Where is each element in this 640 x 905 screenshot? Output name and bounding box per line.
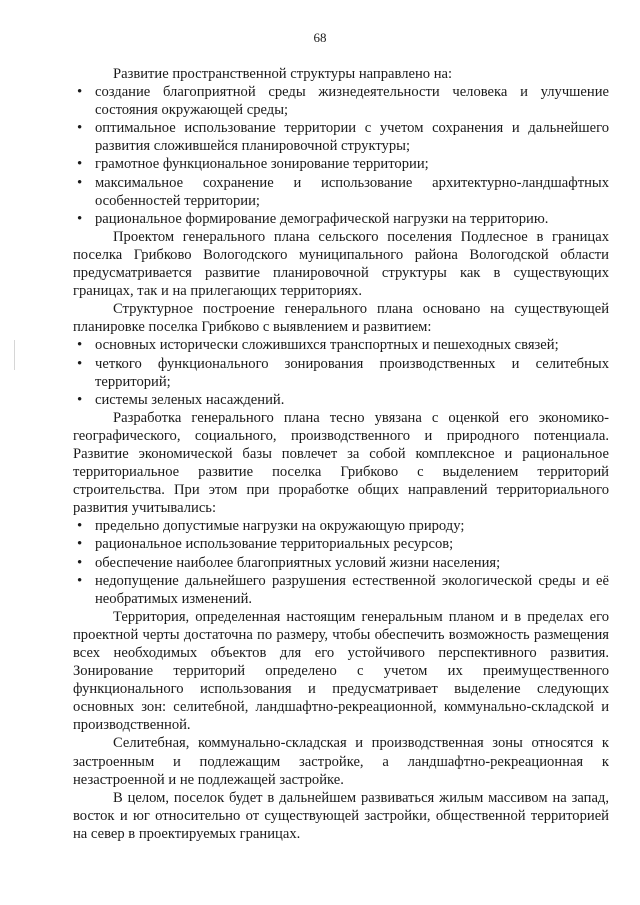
list-considerations bbox=[73, 517, 609, 607]
list-item: • рациональное использование территориальных ресурсов; bbox=[73, 535, 609, 553]
list-development-elements bbox=[73, 336, 609, 408]
list-item: • максимальное сохранение и использование архитектурно-ландшафтных особенностей территории; bbox=[73, 174, 609, 210]
paragraph-development: Разработка генерального плана тесно увязана с оценкой его экономико-географического, социального, производственного и природного потенциала. Развитие экономической базы повлечет за собой комплексное и рациональное территориальное развитие поселка Грибково с выделением территорий строительства. При этом при проработке общих направлений территориального развития учитывались: bbox=[73, 409, 609, 517]
page-number: 68 bbox=[313, 30, 327, 45]
list-item: • обеспечение наиболее благоприятных условий жизни населения; bbox=[73, 554, 609, 572]
list-item: • грамотное функциональное зонирование территории; bbox=[73, 155, 609, 173]
list-structure-goals bbox=[73, 83, 609, 228]
list-item: • рациональное формирование демографической нагрузки на территорию. bbox=[73, 210, 609, 228]
list-item: • основных исторически сложившихся транспортных и пешеходных связей; bbox=[73, 336, 609, 354]
list-item: • оптимальное использование территории с учетом сохранения и дальнейшего развития сложившейся планировочной структуры; bbox=[73, 119, 609, 155]
list-item: • недопущение дальнейшего разрушения естественной экологической среды и её необратимых изменений. bbox=[73, 572, 609, 608]
paragraph-project: Проектом генерального плана сельского поселения Подлесное в границах поселка Грибково Вологодского муниципального района Вологодской области предусматривается развитие планировочной структуры как в существующих границах, так и на прилегающих территориях. bbox=[73, 228, 609, 300]
list-item: • создание благоприятной среды жизнедеятельности человека и улучшение состояния окружающей среды; bbox=[73, 83, 609, 119]
list-item: • предельно допустимые нагрузки на окружающую природу; bbox=[73, 517, 609, 535]
paragraph-intro: Развитие пространственной структуры направлено на: bbox=[113, 66, 453, 82]
document-body bbox=[73, 65, 609, 843]
paragraph-zones: Селитебная, коммунально-складская и производственная зоны относятся к застроенным и подлежащим застройке, а ландшафтно-рекреационная к незастроенной и не подлежащей застройке. bbox=[73, 735, 609, 788]
paragraph-conclusion: В целом, поселок будет в дальнейшем развиваться жилым массивом на запад, восток и юг относительно от существующей застройки, общественной территорией на север в проектируемых границах. bbox=[73, 789, 609, 842]
paragraph-territory: Территория, определенная настоящим генеральным планом и в пределах его проектной черты достаточна по размеру, чтобы обеспечить возможность размещения всех необходимых объектов для его устойчивого перспективного развития. Зонирование территорий определено с учетом их преимущественного функционального использования и предусматривает выделение следующих основных зон: селитебной, ландшафтно-рекреационной, коммунально-складской и производственной. bbox=[73, 608, 609, 734]
list-item: • четкого функционального зонирования производственных и селитебных территорий; bbox=[73, 355, 609, 391]
paragraph-structure: Структурное построение генерального плана основано на существующей планировке поселка Грибково с выявлением и развитием: bbox=[73, 301, 609, 336]
margin-scan-mark bbox=[14, 340, 15, 370]
list-item: • системы зеленых насаждений. bbox=[73, 391, 609, 409]
